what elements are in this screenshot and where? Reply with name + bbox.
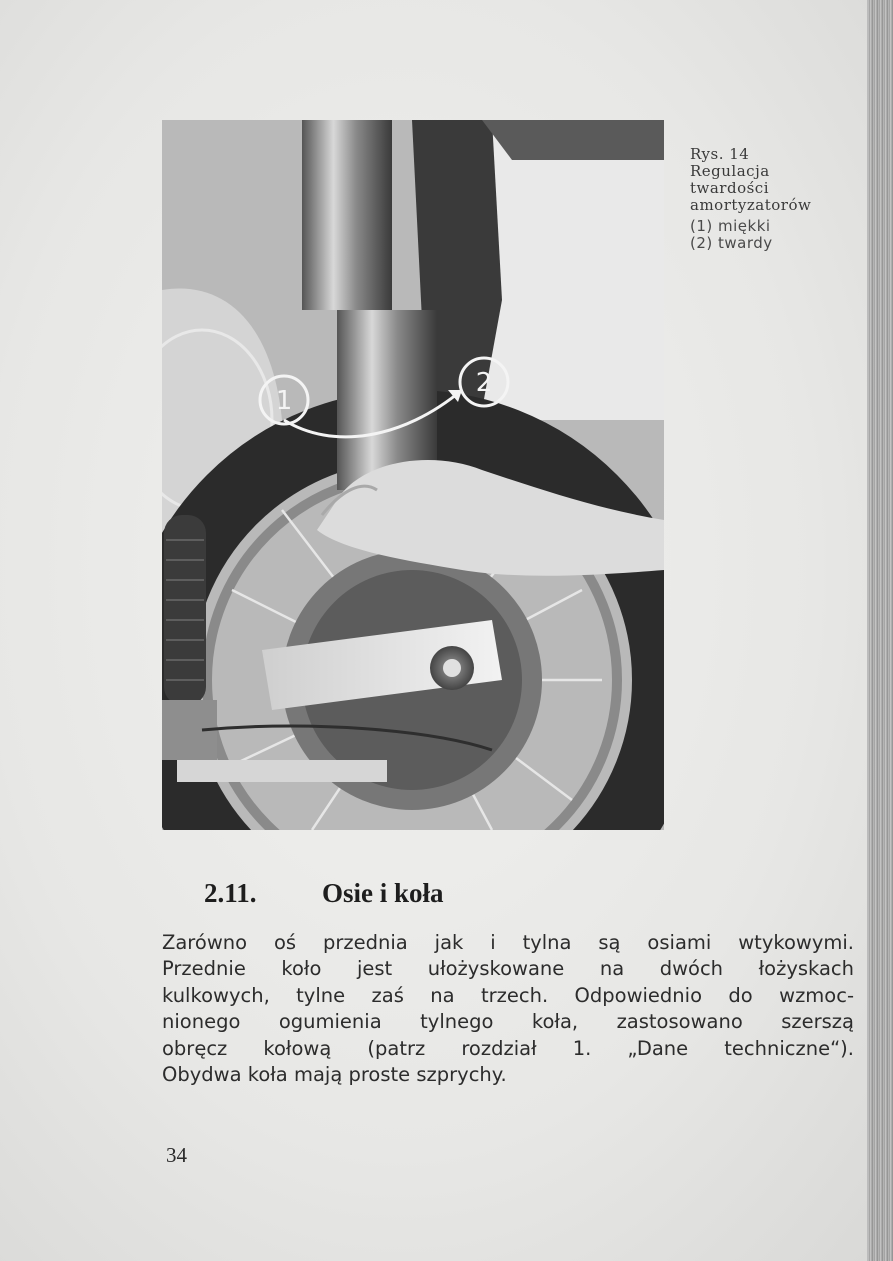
caption-title-line-3: amortyzatorów	[690, 196, 812, 214]
section-title: Osie i koła	[322, 878, 444, 908]
legend-item-hard: (2) twardy	[690, 234, 773, 252]
book-spine-edge	[869, 0, 893, 1261]
section-number: 2.11.	[204, 878, 257, 908]
legend-item-soft: (1) miękki	[690, 217, 771, 235]
page-number: 34	[166, 1143, 187, 1167]
caption-figure-number: Rys. 14	[690, 145, 750, 163]
figure-caption	[690, 146, 865, 252]
body-line: Obydwa koła mają proste szprychy.	[162, 1063, 507, 1087]
callout-1-label: 1	[275, 386, 293, 416]
body-line: obręcz kołową (patrz rozdział 1. „Dane techniczne“).	[162, 1036, 854, 1060]
figure-photo	[162, 120, 664, 830]
body-line: nionego ogumienia tylnego koła, zastosowano szerszą	[162, 1010, 854, 1034]
body-paragraph	[162, 930, 854, 1088]
callout-2-label: 2	[475, 368, 493, 398]
body-line: kulkowych, tylne zaś na trzech. Odpowiednio do wzmoc-	[162, 983, 854, 1007]
body-line: Przednie koło jest ułożyskowane na dwóch łożyskach	[162, 957, 854, 981]
body-line: Zarówno oś przednia jak i tylna są osiami wtykowymi.	[162, 931, 854, 954]
caption-legend	[690, 218, 865, 252]
caption-title-line-1: Regulacja	[690, 162, 770, 180]
section-heading	[204, 878, 444, 909]
caption-title-line-2: twardości	[690, 179, 770, 197]
